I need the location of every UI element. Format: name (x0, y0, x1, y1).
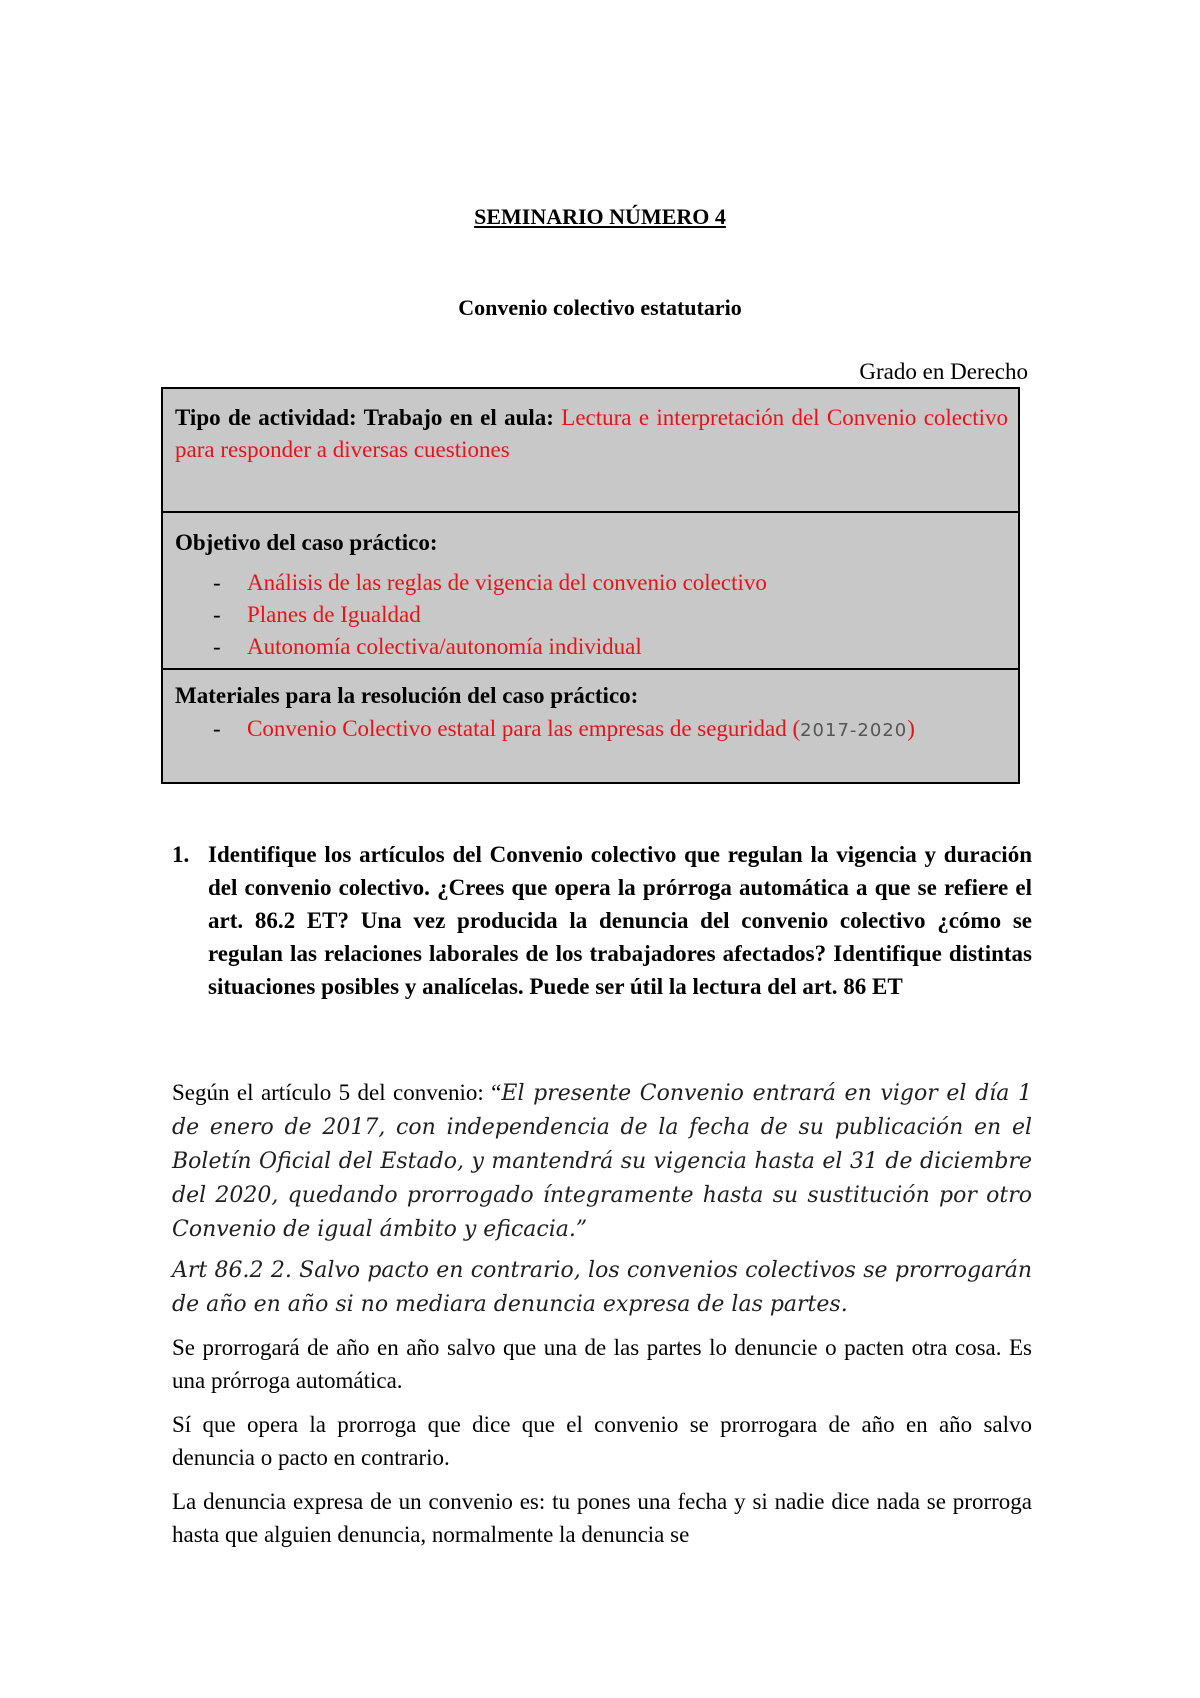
bullet-dash: - (213, 634, 221, 659)
activity-table (161, 387, 1020, 784)
objective-cell (163, 513, 1018, 670)
materials-years: 2017-2020 (800, 720, 908, 741)
list-item: - Análisis de las reglas de vigencia del convenio colectivo (175, 567, 1008, 599)
bullet-dash: - (213, 602, 221, 627)
materials-list (175, 712, 1008, 748)
answer-paragraph-5: La denuncia expresa de un convenio es: tu pones una fecha y si nadie dice nada se prorroga hasta que alguien denuncia, normalmente la denuncia se (172, 1489, 1032, 1547)
list-item: - Planes de Igualdad (175, 599, 1008, 631)
objective-list (175, 567, 1008, 663)
article-quote: El presente Convenio entrará en vigor el día 1 de enero de 2017, con independencia de la fecha de su publicación en el Boletín Oficial del Estado, y mantendrá su vigencia hasta el 31 de diciembre del 2020, quedando prorrogado íntegramente hasta su sustitución por otro Convenio de igual ámbito y eficacia.” (172, 1081, 1032, 1242)
activity-type-value: Lectura e interpretación del Convenio colectivo para responder a diversas cuestiones (175, 405, 1009, 462)
document-title: SEMINARIO NÚMERO 4 (474, 204, 726, 229)
answer-paragraph-4: Sí que opera la prorroga que dice que el convenio se prorrogara de año en año salvo denuncia o pacto en contrario. (172, 1412, 1032, 1470)
document-subtitle: Convenio colectivo estatutario (458, 295, 742, 320)
degree-label: Grado en Derecho (859, 359, 1028, 384)
answer-paragraph-3: Se prorrogará de año en año salvo que una de las partes lo denuncie o pacten otra cosa. Es una prórroga automática. (172, 1335, 1032, 1393)
answer-paragraph-2 (172, 1253, 1032, 1321)
answer-intro: Según el artículo 5 del convenio: “ (172, 1080, 502, 1105)
objective-label: Objetivo del caso práctico: (175, 530, 438, 555)
list-item: - Convenio Colectivo estatal para las empresas de seguridad (2017-2020) (175, 712, 1008, 748)
list-item: - Autonomía colectiva/autonomía individual (175, 631, 1008, 663)
question-text: Identifique los artículos del Convenio colectivo que regulan la vigencia y duración del convenio colectivo. ¿Crees que opera la prórroga automática a que se refiere el art. 86.2 ET? Una vez producida la denuncia del convenio colectivo ¿cómo se regulan las relaciones laborales de los trabajadores afectados? Identifique distintas situaciones posibles y analícelas. Puede ser útil la lectura del art. 86 ET (208, 842, 1032, 999)
question-number: 1. (172, 842, 190, 867)
answer-paragraph-1 (172, 1076, 1032, 1246)
activity-type-label: Tipo de actividad: Trabajo en el aula: (175, 405, 554, 430)
article-86-quote: Art 86.2 2. Salvo pacto en contrario, los convenios colectivos se prorrogarán de año en año si no mediara denuncia expresa de las partes. (172, 1258, 1032, 1317)
materials-label: Materiales para la resolución del caso práctico: (175, 683, 639, 708)
question-1 (172, 838, 1032, 1003)
bullet-dash: - (213, 570, 221, 595)
activity-type-cell (163, 389, 1018, 513)
bullet-dash: - (213, 716, 221, 741)
materials-cell (163, 670, 1018, 782)
